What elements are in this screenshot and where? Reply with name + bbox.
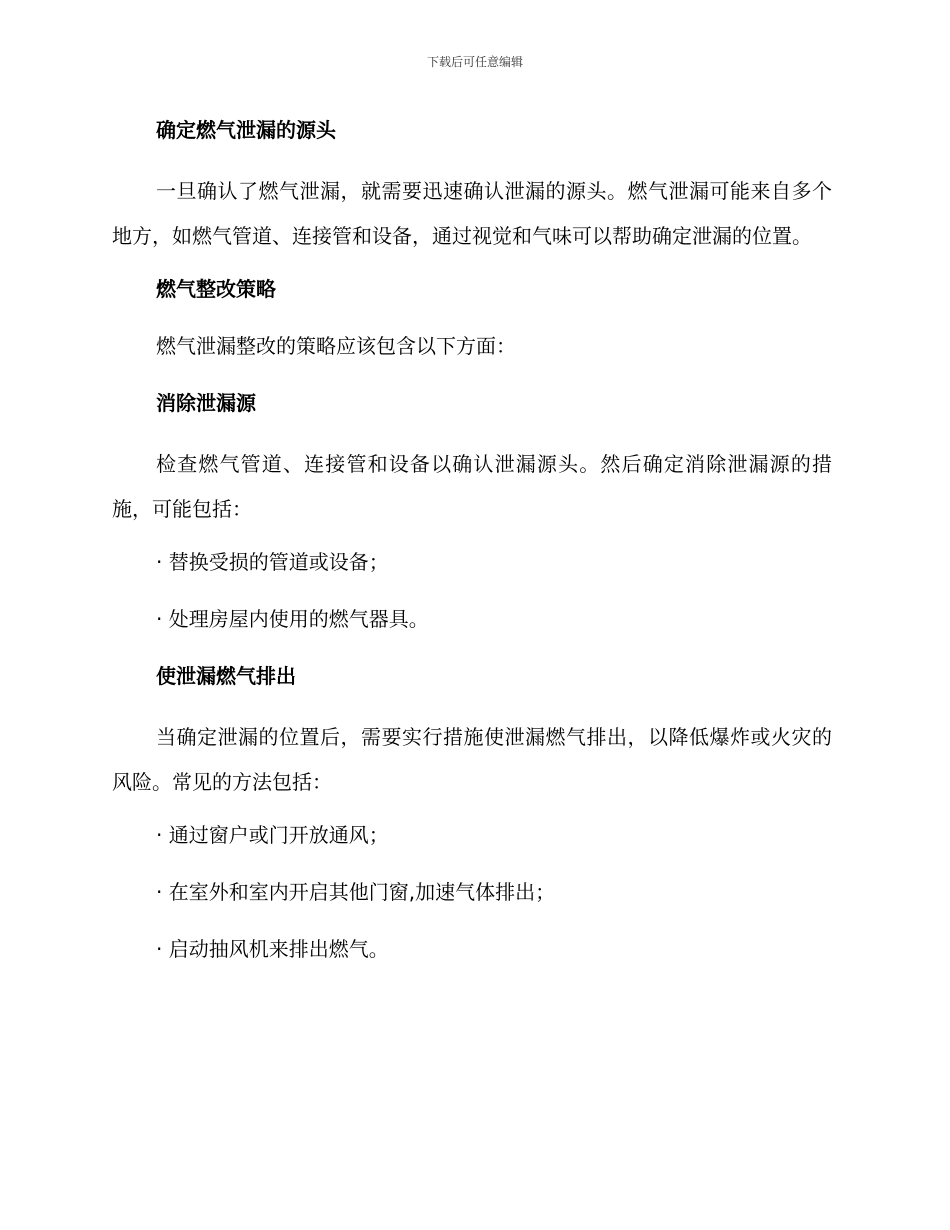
list-item: · 通过窗户或门开放通风； [156, 823, 389, 847]
list-item: · 在室外和室内开启其他门窗,加速气体排出； [156, 880, 556, 904]
list-item: · 替换受损的管道或设备； [156, 550, 389, 574]
section-heading: 确定燃气泄漏的源头 [156, 118, 336, 142]
section-heading: 使泄漏燃气排出 [156, 664, 296, 688]
paragraph: 检查燃气管道、连接管和设备以确认泄漏源头。然后确定消除泄漏源的措施，可能包括： [112, 452, 832, 521]
document-body [112, 112, 832, 967]
paragraph: 当确定泄漏的位置后，需要实行措施使泄漏燃气排出，以降低爆炸或火灾的风险。常见的方法包括： [112, 725, 832, 794]
section-heading: 燃气整改策略 [156, 277, 276, 301]
list-item: · 处理房屋内使用的燃气器具。 [156, 607, 429, 631]
list-item: · 启动抽风机来排出燃气。 [156, 937, 389, 961]
section-heading: 消除泄漏源 [156, 391, 256, 415]
paragraph: 燃气泄漏整改的策略应该包含以下方面： [156, 334, 516, 358]
page-header-note: 下载后可任意编辑 [426, 55, 523, 69]
paragraph: 一旦确认了燃气泄漏，就需要迅速确认泄漏的源头。燃气泄漏可能来自多个地方，如燃气管道、连接管和设备，通过视觉和气味可以帮助确定泄漏的位置。 [112, 179, 832, 248]
